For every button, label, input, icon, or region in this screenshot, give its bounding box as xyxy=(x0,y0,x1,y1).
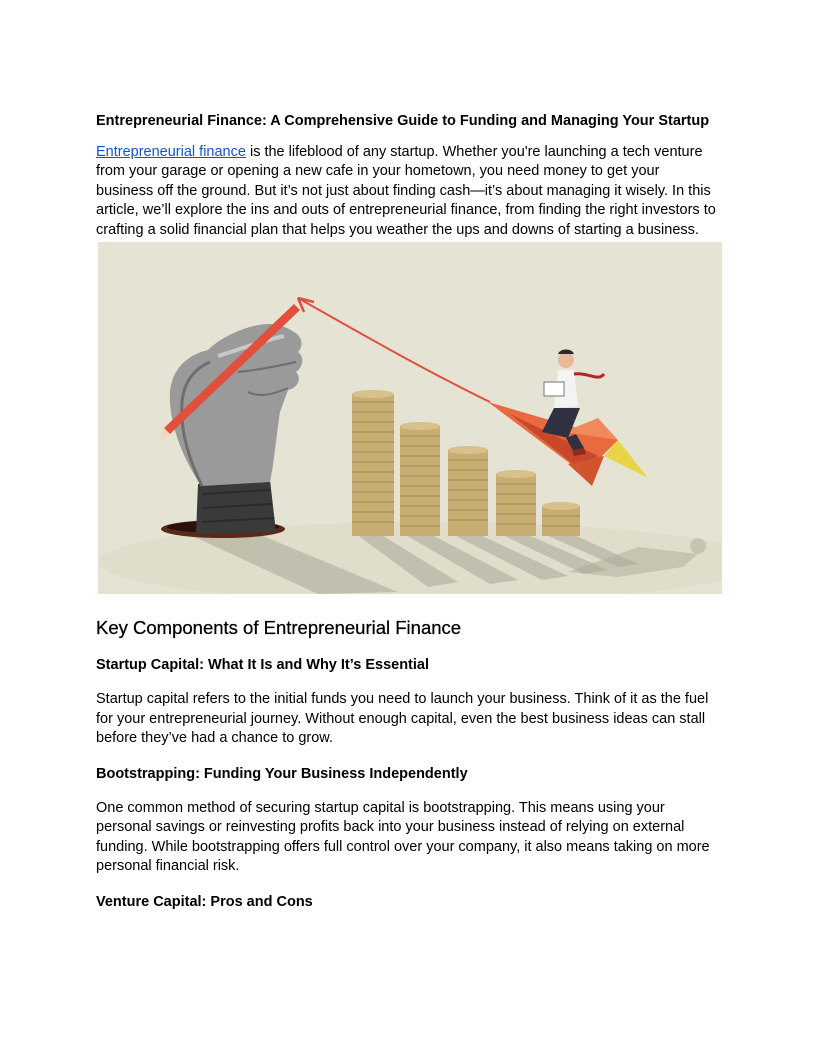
document-title: Entrepreneurial Finance: A Comprehensive Guide to Funding and Managing Your Startup xyxy=(96,113,710,129)
hero-illustration-image xyxy=(98,242,722,594)
subsection-heading-bootstrapping: Bootstrapping: Funding Your Business Independently xyxy=(96,765,468,782)
subsection-body-bootstrapping: One common method of securing startup capital is bootstrapping. This means using your personal savings or reinvesting profits back into your business instead of relying on external funding. While bootstrapping offers full control over your company, it also means taking on more personal financial risk. xyxy=(96,799,710,875)
subsection-heading-startup-capital: Startup Capital: What It Is and Why It’s Essential xyxy=(96,657,430,674)
document-body xyxy=(96,108,720,912)
subsection-body-startup-capital: Startup capital refers to the initial funds you need to launch your business. Think of it as the fuel for your entrepreneurial journey. Without enough capital, even the best business ideas can stall before they’ve had a chance to grow. xyxy=(96,691,709,747)
entrepreneurial-finance-link[interactable]: Entrepreneurial finance xyxy=(96,144,246,160)
subsection-heading-venture-capital: Venture Capital: Pros and Cons xyxy=(96,893,313,910)
intro-text: is the lifeblood of any startup. Whether you're launching a tech venture from your garage or opening a new cafe in your hometown, you need money to get your business off the ground. But it’s not just about finding cash—it’s about managing it wisely. In this article, we’ll explore the ins and outs of entrepreneurial finance, from finding the right investors to crafting a solid financial plan that helps you weather the ups and downs of starting a business. xyxy=(96,144,716,238)
section-heading: Key Components of Entrepreneurial Finance xyxy=(96,617,462,639)
intro-paragraph xyxy=(96,143,720,240)
